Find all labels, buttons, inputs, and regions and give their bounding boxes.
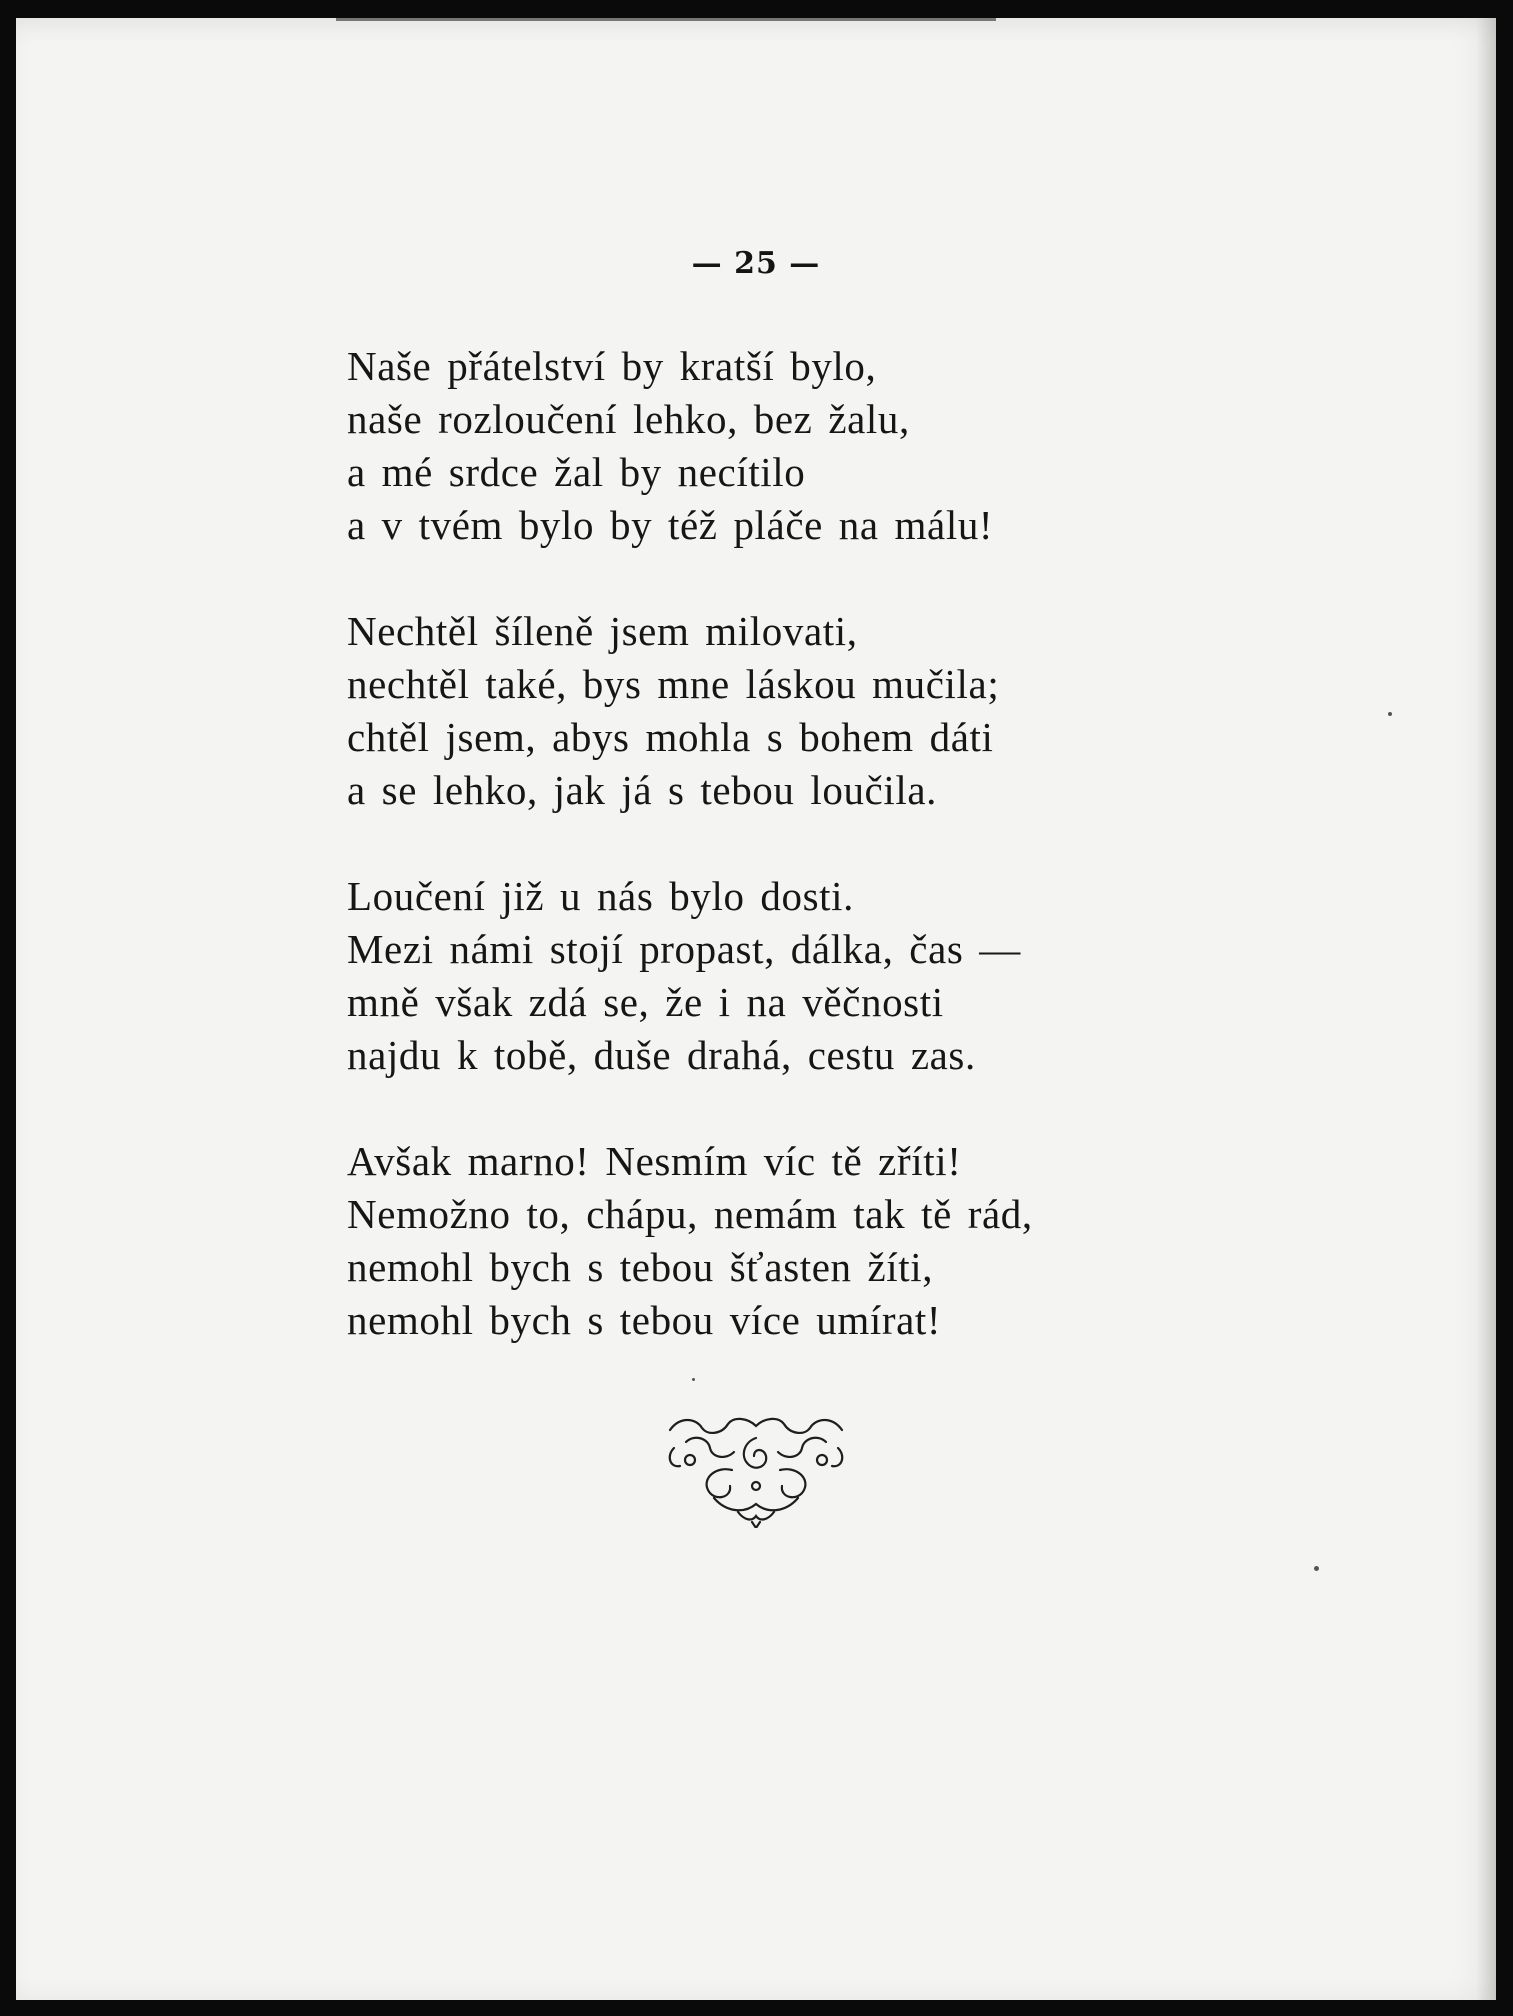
book-page — [16, 18, 1496, 2000]
poem-line: Nechtěl šíleně jsem milovati, — [347, 608, 858, 654]
poem-line: najdu k tobě, duše drahá, cestu zas. — [347, 1032, 976, 1078]
stanza-3 — [347, 870, 1347, 1082]
stanza-4 — [347, 1135, 1347, 1347]
floral-vignette-icon — [656, 1408, 856, 1528]
poem-line: a mé srdce žal by necítilo — [347, 449, 806, 495]
stanza-1 — [347, 340, 1347, 552]
page-top-edge — [336, 18, 996, 21]
poem-line: a se lehko, jak já s tebou loučila. — [347, 767, 937, 813]
poem-line: chtěl jsem, abys mohla s bohem dáti — [347, 714, 994, 760]
page-number: — 25 — — [691, 246, 821, 281]
paper-speck — [1388, 712, 1392, 716]
poem — [347, 340, 1347, 1400]
poem-line: nemohl bych s tebou šťasten žíti, — [347, 1244, 934, 1290]
poem-line: Loučení již u nás bylo dosti. — [347, 873, 854, 919]
page-gutter-shadow — [1476, 18, 1496, 2000]
poem-line: nemohl bych s tebou více umírat! — [347, 1297, 942, 1343]
poem-line: Naše přátelství by kratší bylo, — [347, 343, 877, 389]
paper-speck — [692, 1378, 695, 1381]
poem-line: mně však zdá se, že i na věčnosti — [347, 979, 944, 1025]
poem-line: Nemožno to, chápu, nemám tak tě rád, — [347, 1191, 1033, 1237]
poem-line: Avšak marno! Nesmím víc tě zříti! — [347, 1138, 962, 1184]
stanza-2 — [347, 605, 1347, 817]
poem-line: Mezi námi stojí propast, dálka, čas — — [347, 926, 1021, 972]
poem-line: a v tvém bylo by též pláče na málu! — [347, 502, 994, 548]
poem-line: nechtěl také, bys mne láskou mučila; — [347, 661, 1000, 707]
poem-line: naše rozloučení lehko, bez žalu, — [347, 396, 910, 442]
paper-speck — [1314, 1566, 1319, 1571]
